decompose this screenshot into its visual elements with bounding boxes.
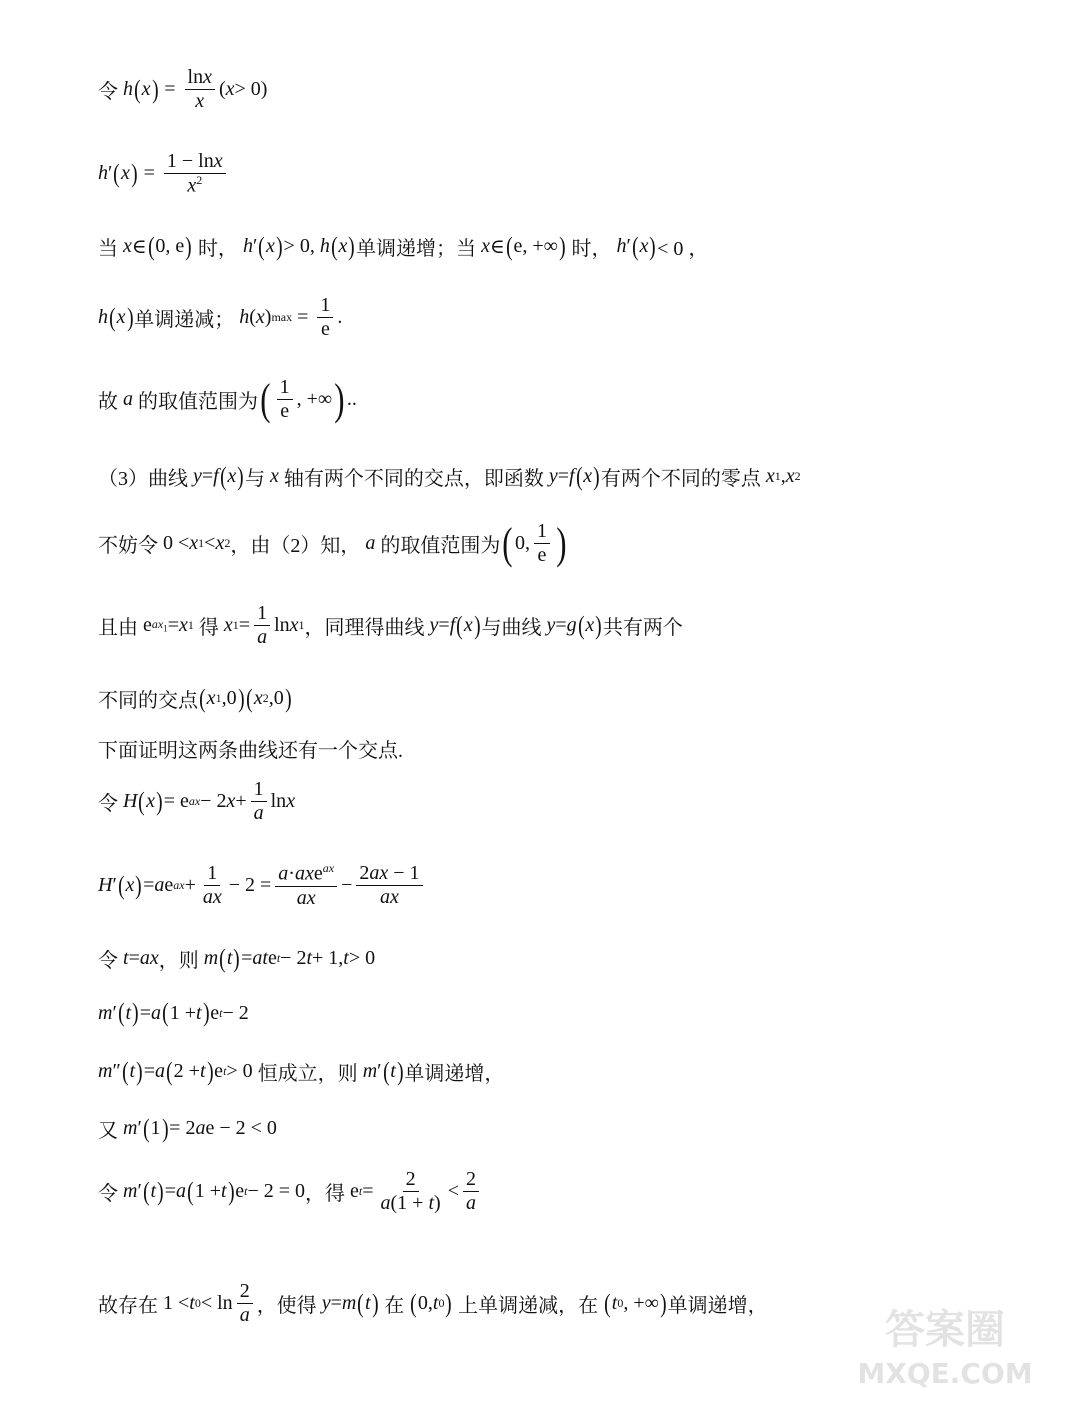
text: 当 [98,238,118,260]
text: 在 [384,1295,405,1317]
text: 单调递增， [667,1295,768,1317]
text: 令 [98,950,118,972]
text: 又 [98,1120,118,1142]
text: 上单调递减，在 [458,1295,599,1317]
math-line-8: 且由 e $ax_1$ = x 1 得 x 1 = $\frac{1}{a}$ ln x 1 ，同理得曲线 y = f ( x ) 与曲线 y = g ( x ) 共有两个 [98,602,683,648]
text: （3）曲线 [98,468,188,490]
math-line-9: 不同的交点 ( x 1 ,0 ) ( x 2 ,0 ) [98,683,292,713]
text: 故 [98,391,118,413]
math-line-13: 令 t = ax ，则 m ( t ) = at e t − 2 t + 1, t > 0 [98,943,376,973]
watermark-line-1: 答案圈 [885,1307,1005,1353]
text: 轴有两个不同的交点，即函数 [283,468,544,490]
math-line-18: 故存在 1 < t 0 < ln $\frac{2}{a}$ ，使得 y = m ( t ) 在 ( 0, t 0 ) 上单调递减，在 ( t 0 , +∞ ) 单调递增， [98,1280,768,1326]
math-line-2: h ′ ( x ) = $\frac{1 - \ln x}{x^2}$ [98,150,230,198]
math-line-4: h ( x ) 单调递减； h ( x ) max = $\frac{1}{e}$ . [98,294,343,340]
text: ，同理得曲线 [304,617,425,639]
math-line-1: 令 h ( x ) = $\frac{\ln x}{x}$ ( x > 0) [98,66,268,112]
math-line-14: m ′ ( t ) = a ( 1 + t ) e t − 2 [98,998,249,1027]
text: 恒成立，则 [257,1063,358,1085]
text: 令 [98,81,118,103]
text: 与 [244,468,265,490]
math-line-5: 故 a 的取值范围为 ( $\frac{1}{e}$ , +∞ ) .. [98,374,357,424]
text: ，得 [305,1183,345,1205]
math-line-17: 令 m ′ ( t ) = a ( 1 + t ) e t − 2 = 0 ，得 e t = $\frac{2}{a(1 + t)}$ < $\frac{2}{a}$ [98,1168,483,1215]
text: ，使得 [256,1295,317,1317]
text: .. [346,388,357,410]
text: ，由（2）知， [230,535,361,557]
text: 不同的交点 [98,690,198,712]
text: 单调递减； [134,309,235,331]
math-line-16: 又 m ′ ( 1 ) = 2 a e − 2 < 0 [98,1113,277,1143]
text: 故存在 [98,1295,158,1317]
text: 单调递增， [404,1063,505,1085]
text: 时， [571,238,612,260]
text: 共有两个 [602,617,683,639]
text: 不妨令 [98,535,158,557]
text: 得 [198,617,219,639]
math-line-15: m ″ ( t ) = a ( 2 + t ) e t > 0 恒成立，则 m ′ ( t ) 单调递增， [98,1056,505,1086]
math-line-11: 令 H ( x ) = e ax − 2 x + $\frac{1}{a}$ ln x [98,778,296,824]
text: 单调递增； [356,238,457,260]
text: ，则 [158,950,199,972]
watermark-logo [840,1301,1050,1391]
text: 令 [98,1183,118,1205]
watermark-line-2: MXQE.COM [857,1357,1033,1390]
text: 时， [197,238,238,260]
text: 有两个不同的零点 [600,468,761,490]
math-line-10 [98,734,403,763]
text: 的取值范围为 [138,391,258,413]
text: 且由 [98,617,138,639]
math-line-7: 不妨令 0 < x 1 < x 2 ，由（2）知， a 的取值范围为 ( 0, $\frac{1}{e}$ ) [98,518,567,568]
text: 当 [456,238,477,260]
math-line-6: （3）曲线 y = f ( x ) 与 x 轴有两个不同的交点，即函数 y = f ( x ) 有两个不同的零点 x 1 , x 2 [98,461,801,491]
text: 令 [98,793,118,815]
text: 的取值范围为 [380,535,501,557]
math-line-12: H ′ ( x ) = a e ax + $\frac{1}{ax}$ − 2 = $\frac{a\cdot axe^{ax}}{ax}$ − $\frac{2ax - 1}{ax}$ [98,862,427,910]
math-line-3: 当 x ∈ ( 0, e ) 时， h ′ ( x ) > 0, h ( x ) 单调递增； 当 x ∈ ( e, +∞ ) 时， h ′ ( x ) < 0 ， [98,231,709,261]
text: 与曲线 [481,617,542,639]
text: 下面证明这两条曲线还有一个交点. [98,740,403,762]
